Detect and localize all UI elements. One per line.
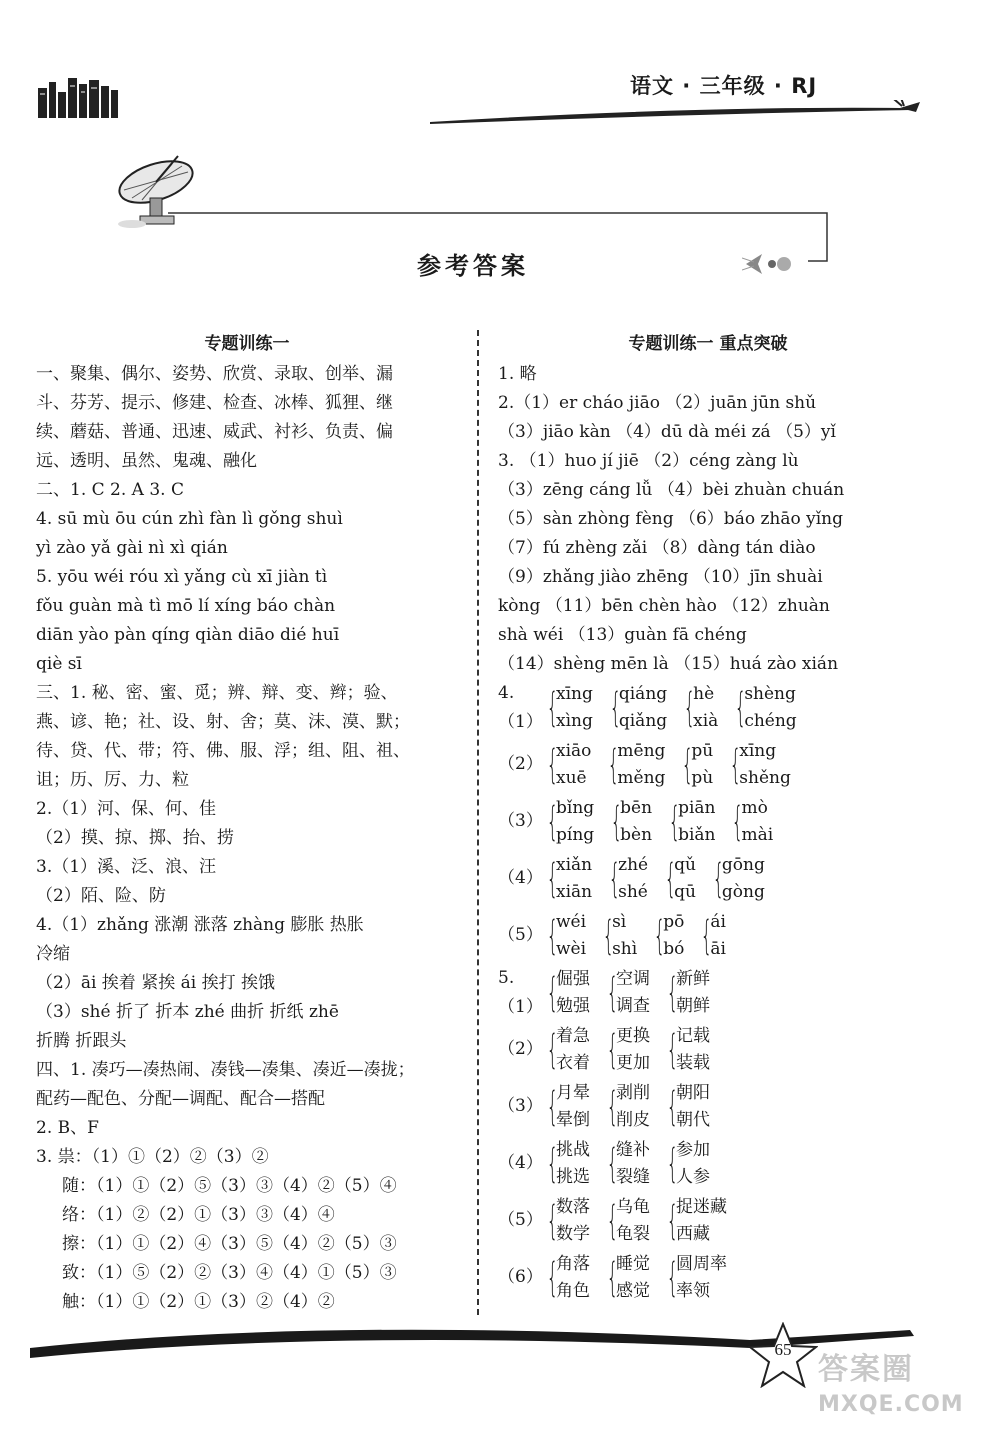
answer-line: fǒu guàn mà tì mō lí xíng báo chàn <box>36 596 336 616</box>
answer-line: 待、贷、代、带；符、佛、服、浮；组、阻、祖、 <box>36 741 410 761</box>
pair-item: bēn <box>620 797 653 818</box>
brace-pair <box>544 738 591 792</box>
group-label: （6） <box>498 1267 543 1287</box>
group-label: 5.（1） <box>498 967 543 1017</box>
brace-group-row <box>498 1249 918 1306</box>
answer-line: （5）sàn zhòng fèng （6）báo zhāo yǐng <box>498 509 844 529</box>
left-brace-icon: { <box>666 1026 679 1073</box>
brace-pair <box>732 681 796 735</box>
answer-line: 燕、谚、艳；社、设、射、舍；莫、沫、漠、默； <box>36 712 410 732</box>
pair-item: 数学 <box>556 1223 590 1244</box>
pair-item: xiān <box>556 881 593 902</box>
right-answer-lines <box>498 360 918 679</box>
pair-item: měng <box>617 767 666 788</box>
pair-item: 龟裂 <box>616 1223 650 1244</box>
brace-pair <box>662 852 696 906</box>
page-number: 65 <box>774 1340 792 1359</box>
brace-pair <box>729 795 773 849</box>
answer-line: 3. （1）huo jí jiē （2）céng zàng lù <box>498 451 799 471</box>
brace-pair <box>604 966 650 1020</box>
pair-item: pù <box>691 767 714 788</box>
group-label: （4） <box>498 1153 543 1173</box>
answer-line: 络：（1）②（2）①（3）③（4）④ <box>62 1205 335 1225</box>
brace-group-row <box>498 679 918 736</box>
pair-item: shèng <box>744 683 796 704</box>
brace-pair <box>606 852 648 906</box>
brace-pair <box>544 852 592 906</box>
left-brace-icon: { <box>653 912 666 959</box>
left-brace-icon: { <box>546 912 559 959</box>
pair-item: ái <box>710 911 726 932</box>
pair-item: 记载 <box>676 1025 710 1046</box>
answer-line: 一、聚集、偶尔、姿势、欣赏、录取、创举、漏 <box>36 364 393 384</box>
pair-item: shì <box>612 938 638 959</box>
answer-line: 四、1. 凑巧—凑热闹、凑钱—凑集、凑近—凑拢； <box>36 1060 415 1080</box>
left-brace-icon: { <box>609 684 622 731</box>
left-brace-icon: { <box>546 684 559 731</box>
pair-item: xiāo <box>556 740 592 761</box>
column-divider <box>477 330 479 1315</box>
brace-pair <box>664 1137 710 1191</box>
pair-item: 乌龟 <box>616 1196 650 1217</box>
pair-item: 捉迷藏 <box>676 1196 727 1217</box>
brace-pair <box>604 1137 650 1191</box>
answer-line: （2）āi 挨着 紧挨 ái 挨打 挨饿 <box>36 973 275 993</box>
pair-item: 缝补 <box>616 1139 650 1160</box>
answer-line: 配药—配色、分配—调配、配合—搭配 <box>36 1089 325 1109</box>
answer-line: 1. 略 <box>498 364 537 384</box>
answer-line: yì zào yǎ gài nì xì qián <box>36 538 228 558</box>
brace-pair <box>600 909 637 963</box>
left-brace-icon: { <box>606 1254 619 1301</box>
answer-line: 4. sū mù ōu cún zhì fàn lì gǒng shuì <box>36 509 343 529</box>
brace-group-row <box>498 964 918 1021</box>
pair-item: xīng <box>556 683 593 704</box>
pair-item: shé <box>618 881 648 902</box>
pair-item: xīng <box>739 740 777 761</box>
pair-item: 数落 <box>556 1196 590 1217</box>
brace-group-row <box>498 907 918 964</box>
pair-item: 削皮 <box>616 1109 650 1130</box>
left-brace-icon: { <box>546 798 559 845</box>
left-brace-icon: { <box>701 912 713 959</box>
brace-pair <box>604 1194 650 1248</box>
brace-group-row <box>498 1135 918 1192</box>
brace-pair <box>544 1251 590 1305</box>
answer-line: 续、蘑菇、普通、迅速、威武、衬衫、负责、偏 <box>36 422 393 442</box>
left-brace-icon: { <box>666 1140 679 1187</box>
answer-line: diān yào pàn qíng qiàn diāo dié huī <box>36 625 340 645</box>
header-swoosh-decoration <box>430 100 940 126</box>
pair-item: shěng <box>739 767 791 788</box>
pair-item: 更加 <box>616 1052 650 1073</box>
brace-pair <box>605 738 665 792</box>
answer-line: （2）摸、掠、掷、抬、捞 <box>36 828 234 848</box>
group-label: 4.（1） <box>498 682 543 732</box>
answer-line: 致：（1）⑤（2）②（3）④（4）①（5）③ <box>62 1263 397 1283</box>
answer-line: 折腾 折跟头 <box>36 1031 127 1051</box>
brace-pair <box>607 681 667 735</box>
left-brace-icon: { <box>712 855 725 902</box>
answer-line: （2）陌、险、防 <box>36 886 166 906</box>
pair-item: 空调 <box>616 968 650 989</box>
pair-item: wèi <box>556 938 587 959</box>
watermark <box>818 1344 964 1417</box>
right-section-title: 专题训练一 重点突破 <box>628 334 788 354</box>
group-label: （3） <box>498 811 543 831</box>
group-label: （5） <box>498 1210 543 1230</box>
brace-pair <box>710 852 765 906</box>
left-brace-icon: { <box>610 798 623 845</box>
pair-item: 圆周率 <box>676 1253 727 1274</box>
group-label: （5） <box>498 925 543 945</box>
left-brace-icon: { <box>730 741 742 788</box>
left-brace-icon: { <box>546 969 559 1016</box>
pair-item: zhé <box>618 854 649 875</box>
brace-pair <box>544 909 586 963</box>
answer-line: （3）zēng cáng lǚ （4）bèi zhuàn chuán <box>498 480 845 500</box>
answer-line: 5. yōu wéi róu xì yǎng cù xī jiàn tì <box>36 567 328 587</box>
answer-line: 随：（1）①（2）⑤（3）③（4）②（5）④ <box>62 1176 397 1196</box>
pair-item: bǐng <box>556 797 595 818</box>
answer-line: （3）shé 折了 折本 zhé 曲折 折纸 zhē <box>36 1002 339 1022</box>
brace-pair <box>666 795 715 849</box>
pair-item: 朝鲜 <box>676 995 710 1016</box>
left-brace-icon: { <box>732 798 744 845</box>
pair-item: xiǎn <box>556 854 593 875</box>
books-logo-icon <box>36 74 120 120</box>
brace-pair <box>698 909 726 963</box>
group-label: （2） <box>498 754 543 774</box>
pair-item: 挑战 <box>556 1139 590 1160</box>
pair-item: mēng <box>617 740 666 761</box>
brace-pair <box>604 1251 650 1305</box>
pair-item: biǎn <box>678 824 716 845</box>
pinyin-brace-groups <box>498 679 918 964</box>
pair-item: xuē <box>556 767 587 788</box>
pair-item: 勉强 <box>556 995 590 1016</box>
pair-item: 裂缝 <box>616 1166 650 1187</box>
pair-item: 衣着 <box>556 1052 590 1073</box>
left-brace-icon: { <box>608 741 620 788</box>
answer-line: 2.（1）河、保、何、佳 <box>36 799 217 819</box>
pair-item: 着急 <box>556 1025 590 1046</box>
pair-item: 朝阳 <box>676 1082 710 1103</box>
brace-group-row <box>498 793 918 850</box>
brace-group-row <box>498 1021 918 1078</box>
pair-item: 角色 <box>556 1280 590 1301</box>
pair-item: sì <box>612 911 627 932</box>
answer-line: 远、透明、虽然、鬼魂、融化 <box>36 451 257 471</box>
pair-item: 参加 <box>676 1139 710 1160</box>
answer-line: 触：（1）①（2）①（3）②（4）② <box>62 1292 335 1312</box>
pair-item: 率领 <box>676 1280 710 1301</box>
pair-item: 人参 <box>676 1166 710 1187</box>
answer-line: 4.（1）zhǎng 涨潮 涨落 zhàng 膨胀 热胀 <box>36 915 364 935</box>
brace-pair <box>664 966 710 1020</box>
brace-pair <box>727 738 791 792</box>
pair-item: qiǎng <box>618 710 668 731</box>
brace-group-row <box>498 736 918 793</box>
brace-group-row <box>498 850 918 907</box>
pair-item: 感觉 <box>616 1280 650 1301</box>
brace-pair <box>544 681 593 735</box>
answer-line: 二、1. C 2. A 3. C <box>36 480 184 500</box>
pair-item: chéng <box>744 710 797 731</box>
pair-item: gōng <box>721 854 765 875</box>
brace-pair <box>544 795 594 849</box>
brace-pair <box>651 909 684 963</box>
left-brace-icon: { <box>546 855 559 902</box>
left-brace-icon: { <box>664 855 677 902</box>
left-brace-icon: { <box>668 798 681 845</box>
answer-line: 诅；历、厉、力、粒 <box>36 770 189 790</box>
left-brace-icon: { <box>606 1197 619 1244</box>
pair-item: 挑选 <box>556 1166 590 1187</box>
group-label: （3） <box>498 1096 543 1116</box>
left-brace-icon: { <box>546 741 559 788</box>
pair-item: piān <box>678 797 716 818</box>
left-brace-icon: { <box>546 1254 559 1301</box>
answer-line: kòng （11）bēn chèn hào （12）zhuàn <box>498 596 830 616</box>
answer-line: 3.（1）溪、泛、浪、汪 <box>36 857 217 877</box>
brace-pair <box>604 1023 650 1077</box>
left-brace-icon: { <box>682 741 694 788</box>
pair-item: xìng <box>556 710 593 731</box>
pair-item: 更换 <box>616 1025 650 1046</box>
left-brace-icon: { <box>683 684 696 731</box>
pair-item: 装载 <box>676 1052 710 1073</box>
answer-line: 2. B、F <box>36 1118 99 1138</box>
answer-line: （9）zhǎng jiào zhēng （10）jīn shuài <box>498 567 823 587</box>
left-brace-icon: { <box>606 1083 619 1130</box>
left-brace-icon: { <box>546 1197 559 1244</box>
answer-line: （7）fú zhèng zǎi （8）dàng tán diào <box>498 538 816 558</box>
pair-item: pū <box>691 740 714 761</box>
pair-item: qū <box>674 881 696 902</box>
pair-item: 新鲜 <box>676 968 710 989</box>
answer-line: （14）shèng mēn là （15）huá zào xián <box>498 654 839 674</box>
left-brace-icon: { <box>666 1254 679 1301</box>
brace-pair <box>544 966 590 1020</box>
right-column <box>498 330 918 1306</box>
brace-pair <box>681 681 718 735</box>
pair-item: bó <box>663 938 685 959</box>
answer-line: qiè sī <box>36 654 82 674</box>
brace-pair <box>679 738 713 792</box>
brace-pair <box>608 795 652 849</box>
pair-item: 调查 <box>616 995 650 1016</box>
left-column <box>36 330 458 1317</box>
left-brace-icon: { <box>608 855 621 902</box>
brace-group-row <box>498 1192 918 1249</box>
fish-decoration-icon <box>742 248 798 278</box>
left-brace-icon: { <box>546 1140 559 1187</box>
left-brace-icon: { <box>546 1083 559 1130</box>
pair-item: āi <box>710 938 726 959</box>
left-brace-icon: { <box>666 1197 679 1244</box>
left-brace-icon: { <box>606 1026 619 1073</box>
page-title: 参考答案 <box>417 252 529 280</box>
left-brace-icon: { <box>666 1083 679 1130</box>
group-label: （4） <box>498 868 543 888</box>
brace-group-row <box>498 1078 918 1135</box>
answer-line: 斗、芬芳、提示、修建、检查、冰棒、狐狸、继 <box>36 393 393 413</box>
pair-item: 睡觉 <box>616 1253 650 1274</box>
left-brace-icon: { <box>606 1140 619 1187</box>
watermark-top: 答案圈 <box>818 1352 914 1387</box>
watermark-bottom: MXQE.COM <box>818 1392 964 1417</box>
left-brace-icon: { <box>735 684 747 731</box>
brace-pair <box>664 1080 710 1134</box>
pair-item: pō <box>663 911 685 932</box>
answer-line: 擦：（1）①（2）④（3）⑤（4）②（5）③ <box>62 1234 397 1254</box>
brace-pair <box>664 1194 727 1248</box>
pair-item: wéi <box>556 911 587 932</box>
pair-item: 西藏 <box>676 1223 710 1244</box>
pair-item: xià <box>693 710 719 731</box>
answer-line: 三、1. 秘、密、蜜、觅；辨、辩、变、辫；验、 <box>36 683 398 703</box>
left-section-title: 专题训练一 <box>204 334 290 354</box>
answer-line: 冷缩 <box>36 944 70 964</box>
brace-pair <box>544 1137 590 1191</box>
pair-item: 朝代 <box>676 1109 710 1130</box>
pair-item: mài <box>741 824 774 845</box>
brace-pair <box>544 1194 590 1248</box>
pair-item: 角落 <box>556 1253 590 1274</box>
pair-item: hè <box>693 683 715 704</box>
brace-pair <box>544 1023 590 1077</box>
left-brace-icon: { <box>602 912 615 959</box>
answer-line: 2.（1）er cháo jiāo （2）juān jūn shǔ <box>498 393 817 413</box>
left-brace-icon: { <box>666 969 679 1016</box>
book-series-title: 语文 · 三年级 · RJ <box>630 74 818 98</box>
pair-item: 月晕 <box>556 1082 590 1103</box>
pair-item: gòng <box>721 881 765 902</box>
pair-item: 剥削 <box>616 1082 650 1103</box>
answer-line: 3. 祟：（1）①（2）②（3）② <box>36 1147 269 1167</box>
pair-item: mò <box>741 797 768 818</box>
pair-item: bèn <box>620 824 653 845</box>
pair-item: píng <box>556 824 595 845</box>
left-brace-icon: { <box>606 969 619 1016</box>
pair-item: 晕倒 <box>556 1109 590 1130</box>
left-answer-lines <box>36 360 458 1317</box>
brace-pair <box>604 1080 650 1134</box>
group-label: （2） <box>498 1039 543 1059</box>
left-brace-icon: { <box>546 1026 559 1073</box>
answer-line: （3）jiāo kàn （4）dū dà méi zá （5）yǐ <box>498 422 836 442</box>
word-brace-groups <box>498 964 918 1306</box>
pair-item: qǔ <box>674 854 696 875</box>
answer-line: shà wéi （13）guàn fā chéng <box>498 625 747 645</box>
brace-pair <box>544 1080 590 1134</box>
brace-pair <box>664 1251 727 1305</box>
brace-pair <box>664 1023 710 1077</box>
pair-item: qiáng <box>618 683 668 704</box>
pair-item: 倔强 <box>556 968 590 989</box>
